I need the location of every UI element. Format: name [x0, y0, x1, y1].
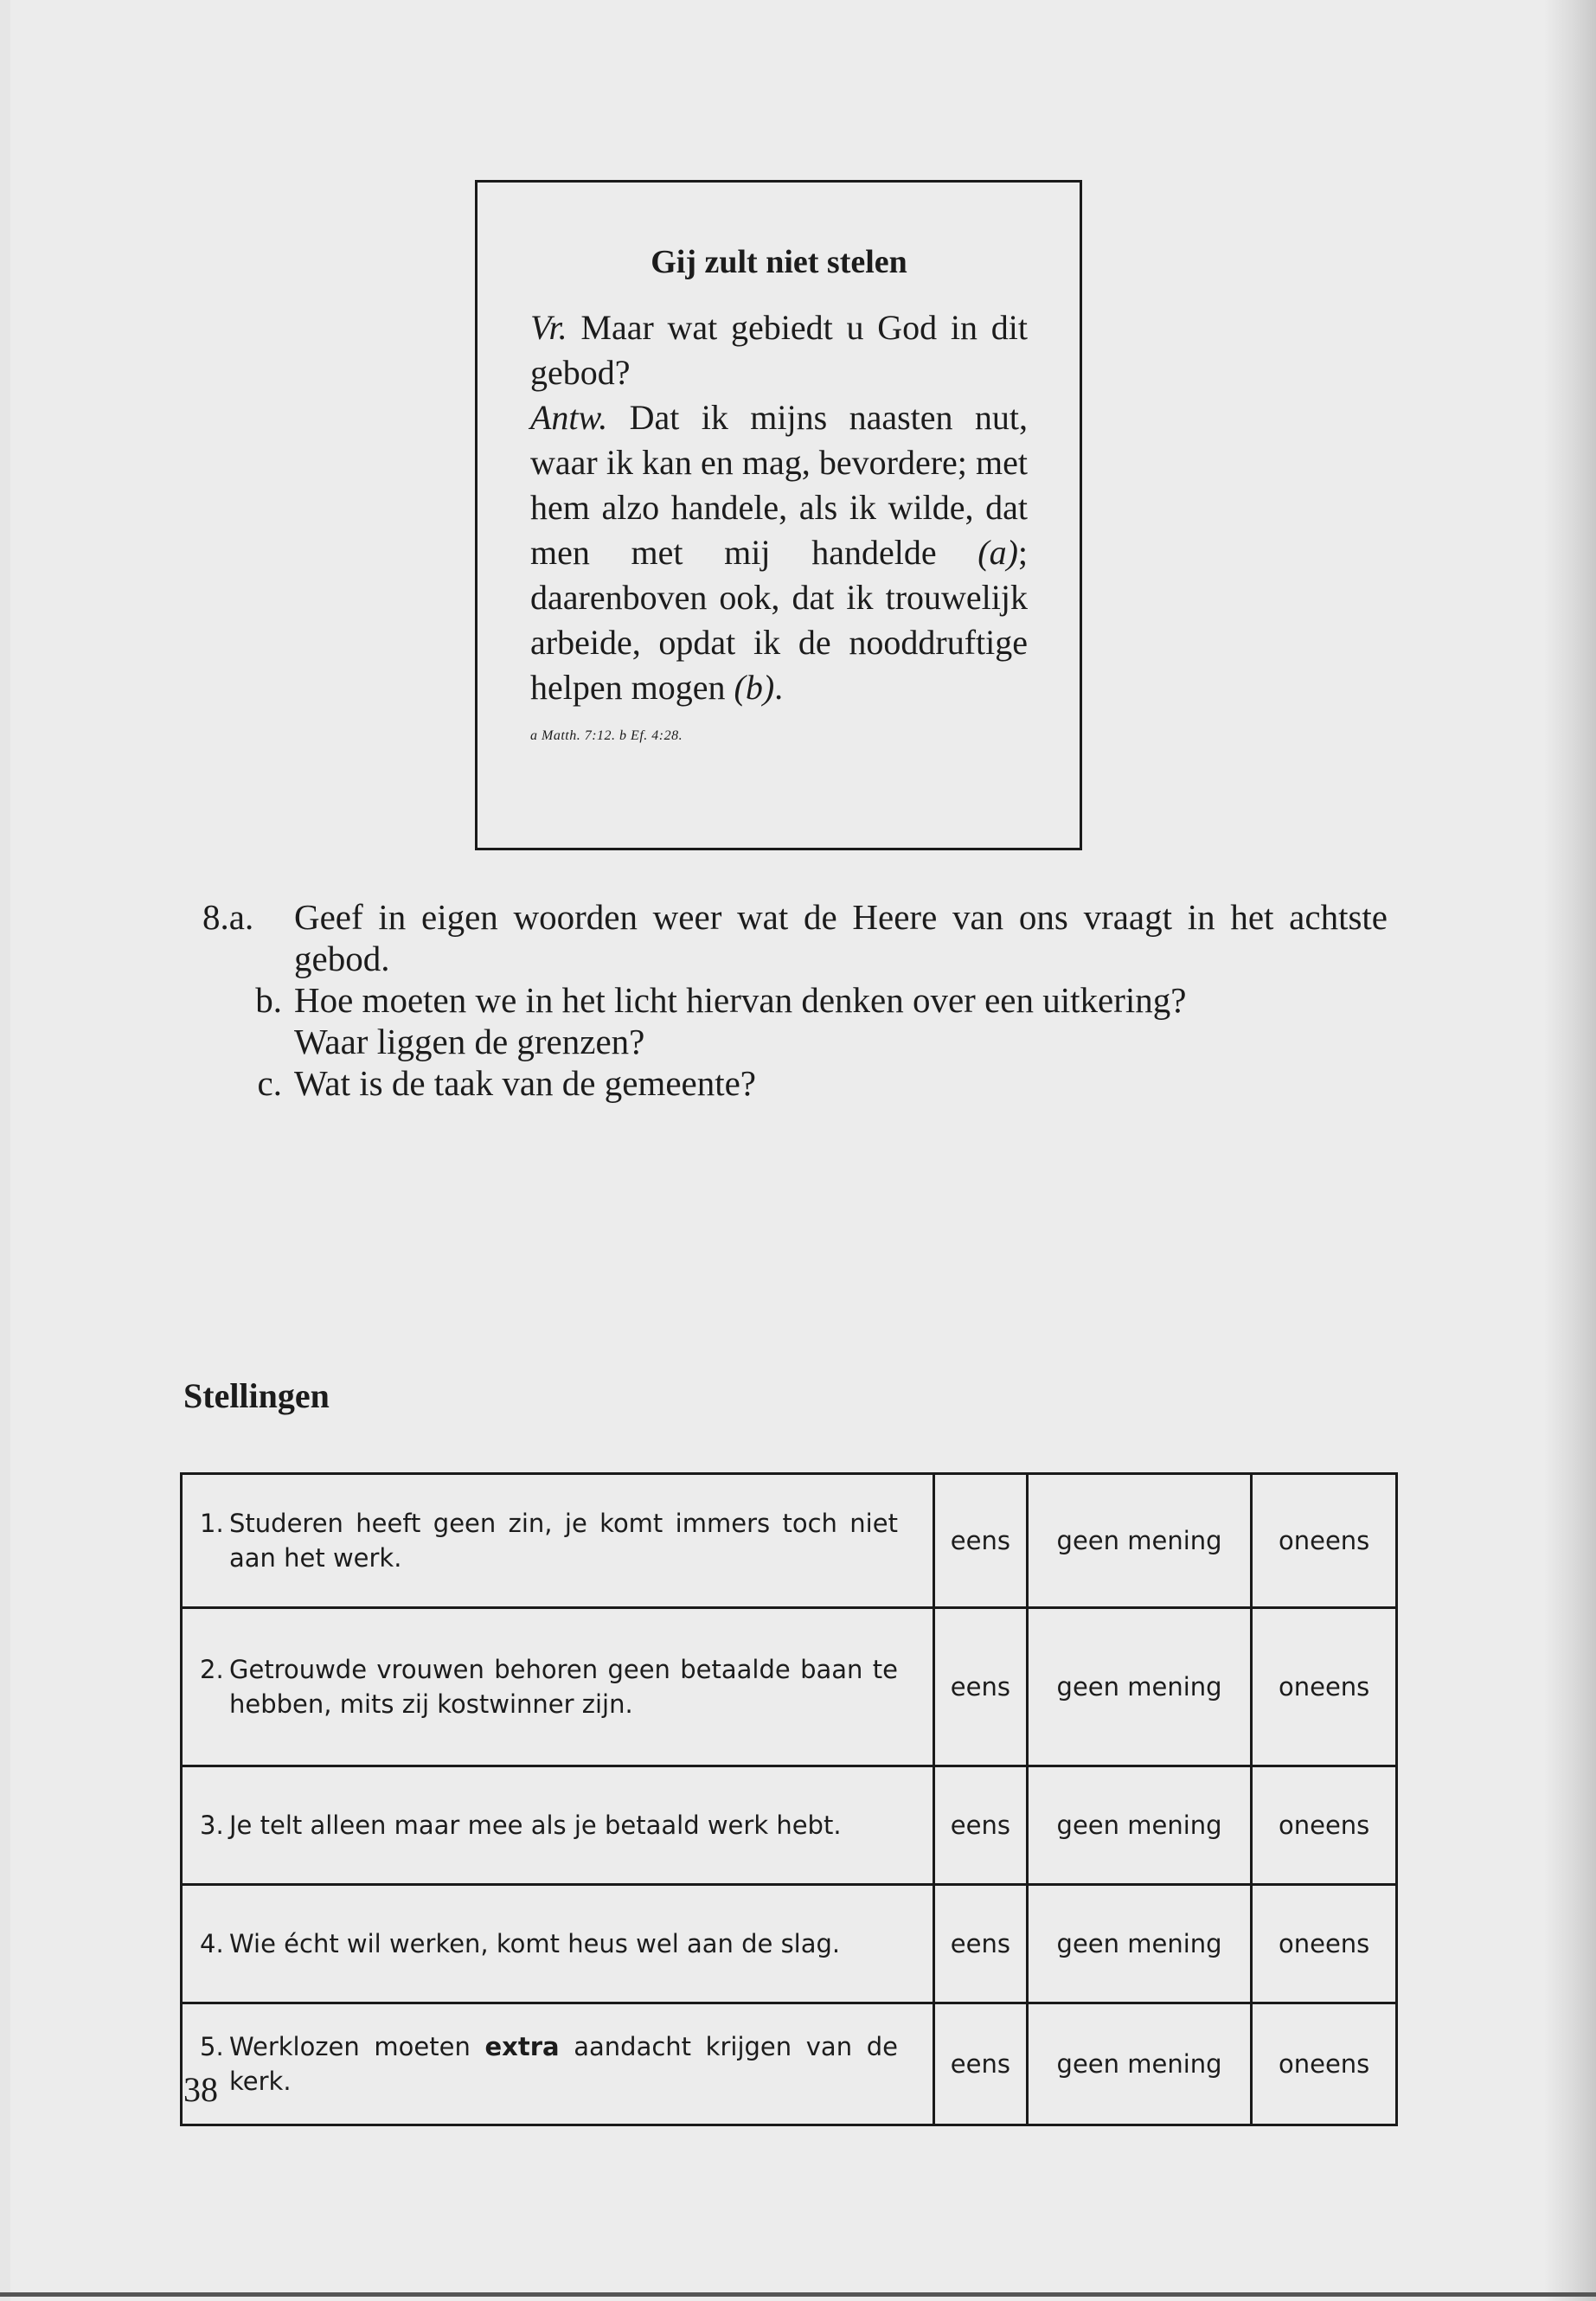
question-label	[202, 896, 294, 938]
question-letter: c.	[257, 1063, 282, 1103]
statement-cell	[182, 1885, 934, 2003]
statement-text: Studeren heeft geen zin, je komt immers toch niet aan het werk.	[229, 1509, 898, 1573]
scripture-references: a Matth. 7:12. b Ef. 4:28.	[530, 728, 683, 743]
answer-part-2: ; daarenboven ook, dat ik trouwelijk arbeide, opdat ik de nooddruftige helpen mogen	[530, 533, 1029, 707]
option-no-opinion[interactable]: geen mening	[1027, 1766, 1252, 1885]
answer-label: Antw.	[530, 398, 608, 437]
catechism-body	[530, 305, 1028, 759]
statement-cell	[182, 1608, 934, 1766]
question-letter: b.	[255, 980, 282, 1020]
bottom-edge-line	[0, 2292, 1596, 2297]
statement-text	[229, 2029, 898, 2099]
page-number: 38	[183, 2070, 218, 2109]
statement-cell	[182, 1766, 934, 1885]
question-item	[202, 896, 1388, 979]
option-no-opinion[interactable]: geen mening	[1027, 1885, 1252, 2003]
option-agree[interactable]: eens	[933, 1766, 1027, 1885]
catechism-question	[530, 305, 1028, 395]
option-disagree[interactable]: oneens	[1252, 1474, 1397, 1608]
question-number: 8.	[202, 897, 229, 937]
option-no-opinion[interactable]: geen mening	[1027, 1474, 1252, 1608]
statement-text: Getrouwde vrouwen behoren geen betaalde baan te hebben, mits zij kostwinner zijn.	[229, 1655, 898, 1719]
reference-b-marker: (b)	[734, 668, 775, 707]
reference-a-marker: (a)	[977, 533, 1018, 572]
statement-number: 5.	[200, 2032, 224, 2061]
statements-table	[180, 1472, 1398, 2126]
statement-text: Je telt alleen maar mee als je betaald werk hebt.	[229, 1811, 842, 1840]
question-line: Hoe moeten we in het licht hiervan denken over een uitkering?	[294, 980, 1187, 1020]
option-disagree[interactable]: oneens	[1252, 2003, 1397, 2125]
option-agree[interactable]: eens	[933, 2003, 1027, 2125]
option-disagree[interactable]: oneens	[1252, 1766, 1397, 1885]
answer-end: .	[774, 668, 784, 707]
table-row	[182, 2003, 1397, 2125]
statement-cell	[182, 2003, 934, 2125]
table-row	[182, 1474, 1397, 1608]
catechism-answer	[530, 395, 1028, 710]
statements-heading: Stellingen	[183, 1376, 330, 1415]
statement-emphasis: extra	[484, 2032, 560, 2061]
option-agree[interactable]: eens	[933, 1608, 1027, 1766]
question-label: Vr.	[530, 308, 567, 347]
table-row	[182, 1885, 1397, 2003]
statement-text-after: aandacht krijgen van de kerk.	[229, 2032, 898, 2096]
statement-number: 2.	[200, 1655, 224, 1684]
page-edge-shadow	[1544, 0, 1596, 2301]
option-no-opinion[interactable]: geen mening	[1027, 1608, 1252, 1766]
option-disagree[interactable]: oneens	[1252, 1608, 1397, 1766]
statement-number: 4.	[200, 1929, 224, 1958]
catechism-box	[475, 180, 1082, 850]
statement-cell	[182, 1474, 934, 1608]
statement-number: 1.	[200, 1509, 224, 1538]
question-line: Geef in eigen woorden weer wat de Heere van ons vraagt in het achtste gebod.	[294, 897, 1388, 978]
option-disagree[interactable]: oneens	[1252, 1885, 1397, 2003]
option-no-opinion[interactable]: geen mening	[1027, 2003, 1252, 2125]
discussion-questions	[202, 896, 1388, 1104]
statement-number: 3.	[200, 1811, 224, 1840]
book-page	[10, 0, 1579, 2301]
answer-part-1: Dat ik mijns naasten nut, waar ik kan en mag, bevordere; met hem alzo handele, als ik wilde, dat men met mij handelde	[530, 398, 1029, 572]
question-letter: a.	[228, 897, 254, 937]
question-item	[202, 1062, 1388, 1104]
question-item	[202, 979, 1388, 1062]
statement-text-before: Werklozen moeten	[229, 2032, 471, 2061]
option-agree[interactable]: eens	[933, 1474, 1027, 1608]
option-agree[interactable]: eens	[933, 1885, 1027, 2003]
question-line: Wat is de taak van de gemeente?	[294, 1063, 757, 1103]
question-text: Maar wat gebiedt u God in dit gebod?	[530, 308, 1029, 392]
catechism-title: Gij zult niet stelen	[651, 244, 907, 280]
table-row	[182, 1608, 1397, 1766]
statement-text: Wie écht wil werken, komt heus wel aan de slag.	[229, 1929, 841, 1958]
table-row	[182, 1766, 1397, 1885]
question-line: Waar liggen de grenzen?	[294, 1022, 645, 1061]
